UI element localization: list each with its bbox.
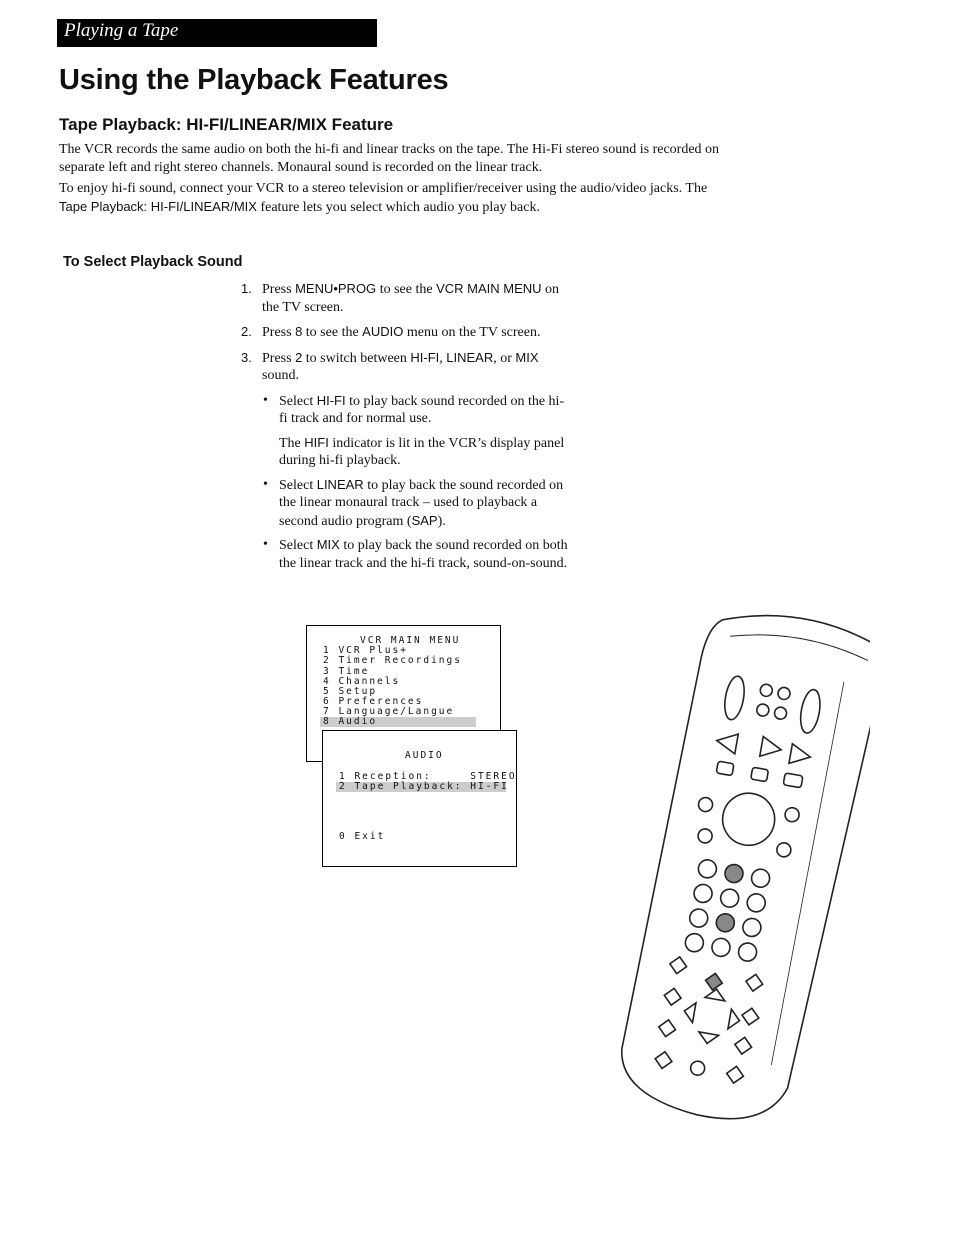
feature-name: Tape Playback: HI-FI/LINEAR/MIX [59,198,257,214]
menu-item: 5 Setup [323,686,378,697]
intro-paragraph-1: The VCR records the same audio on both the hi-fi and linear tracks on the tape. The Hi-Fi stereo sound is recorded on separate left and right stereo channels. Monaural sound is recorded on the linear track. [59,142,720,175]
exit-option: 0 Exit [339,831,386,842]
page-title: Using the Playback Features [59,64,449,96]
menu-item: 2 Timer Recordings [323,655,462,666]
remote-control-illustration [610,610,870,1130]
instruction-list [241,280,571,578]
intro-paragraph-2: To enjoy hi-fi sound, connect your VCR to a stereo television or amplifier/receiver using the audio/video jacks. The Tape Playback: HI-FI/LINEAR/MIX feature lets you select which audio you play back. [59,181,708,215]
audio-menu-screen [322,730,517,867]
bullet-linear: • Select LINEAR to play back the sound recorded on the linear monaural track – used to playback a second audio program (SAP). [263,476,564,529]
step-1: 1. Press MENU•PROG to see the VCR MAIN MENU on the TV screen. [241,281,560,315]
menu-item: 6 Preferences [323,696,424,707]
reception-option: 1 Reception: STEREO [339,771,517,782]
section-header-label: Playing a Tape [64,20,179,41]
audio-menu-title: AUDIO [405,750,444,761]
section-header-bar [57,19,377,47]
step-2: 2. Press 8 to see the AUDIO menu on the TV screen. [241,324,541,340]
menu-item: 3 Time [323,666,370,677]
feature-subtitle: Tape Playback: HI-FI/LINEAR/MIX Feature [59,115,394,134]
menu-item: 7 Language/Langue [323,706,455,717]
menu-item: 4 Channels [323,676,401,687]
bullet-hifi: • Select HI-FI to play back sound recorded on the hi-fi track and for normal use. [263,392,565,426]
tape-playback-option: 2 Tape Playback: HI-FI [336,782,506,792]
bullet-mix: • Select MIX to play back the sound recorded on both the linear track and the hi-fi track, sound-on-sound. [263,537,568,571]
menu-item-selected: 8 Audio [320,717,476,727]
section-heading: To Select Playback Sound [63,254,243,270]
menu-item: 1 VCR Plus+ [323,645,408,656]
main-menu-title: VCR MAIN MENU [360,635,461,646]
hifi-note: The HIFI indicator is lit in the VCR’s display panel during hi-fi playback. [279,434,565,468]
step-3: 3. Press 2 to switch between HI-FI, LINEAR, or MIX sound. [241,349,539,383]
